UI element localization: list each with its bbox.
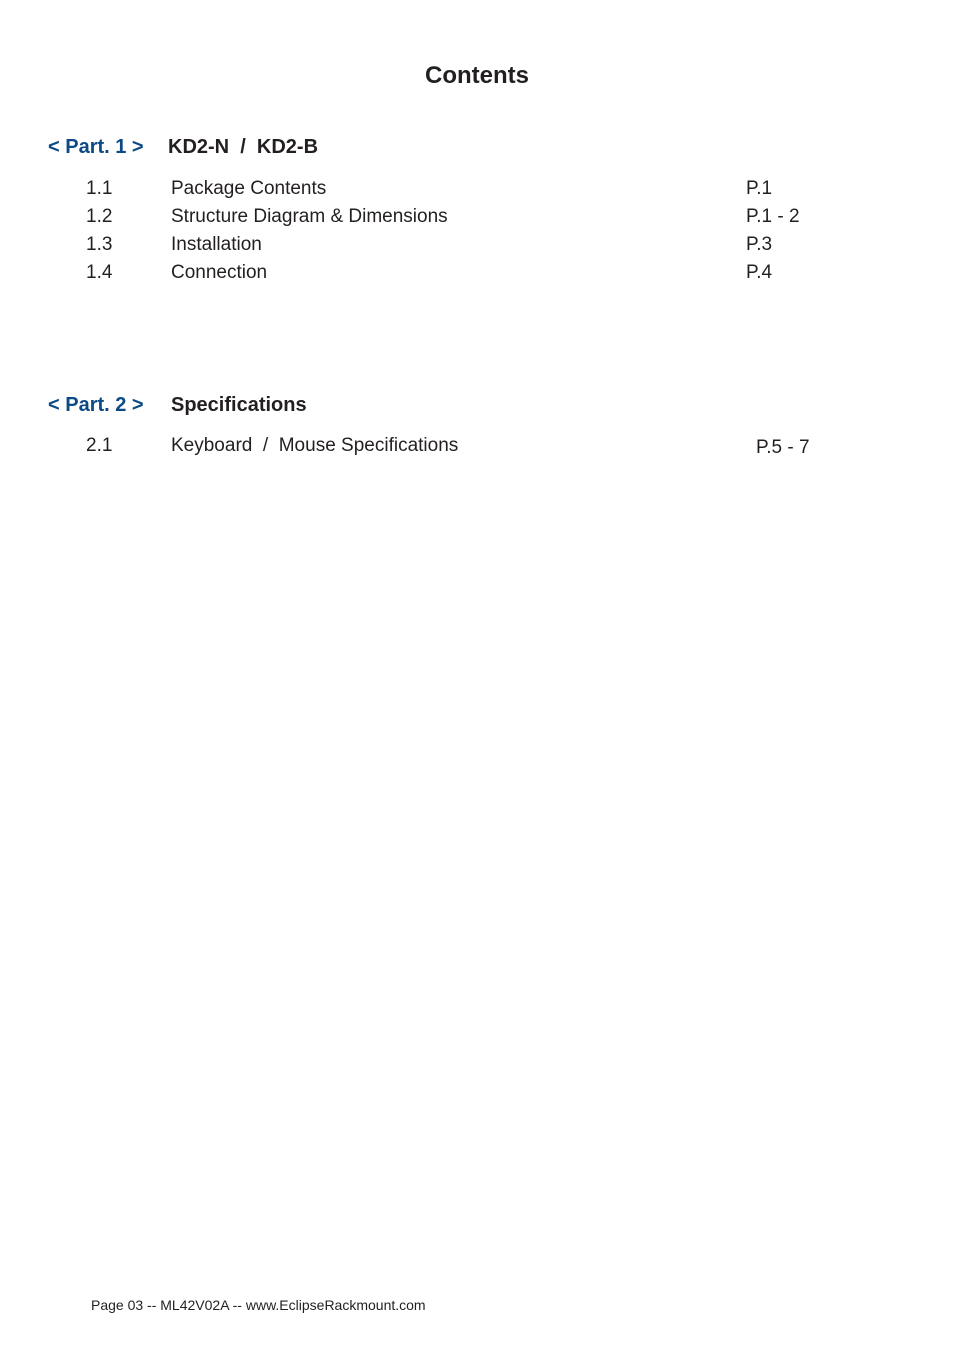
toc-entry-page: P.1 bbox=[746, 178, 773, 199]
toc-entry-number: 1.3 bbox=[86, 234, 113, 255]
page-footer: Page 03 -- ML42V02A -- www.EclipseRackmount.com bbox=[91, 1297, 426, 1313]
toc-entry-name: Connection bbox=[171, 262, 268, 283]
toc-entry-number: 1.4 bbox=[86, 262, 113, 283]
part-1-heading bbox=[48, 136, 319, 159]
toc-entry-number: 1.2 bbox=[86, 206, 113, 227]
toc-entry-page: P.4 bbox=[746, 262, 773, 283]
toc-entry-name: Structure Diagram & Dimensions bbox=[171, 206, 448, 227]
toc-entry-number: 1.1 bbox=[86, 178, 113, 199]
toc-entry-number: 2.1 bbox=[86, 435, 113, 456]
part-2-title: Specifications bbox=[171, 394, 307, 416]
toc-entry-page: P.1 - 2 bbox=[746, 206, 800, 227]
toc-entry-name: Package Contents bbox=[171, 178, 327, 199]
part-2-heading bbox=[48, 394, 307, 417]
page-title: Contents bbox=[425, 62, 529, 89]
part-1-tag: < Part. 1 > bbox=[48, 136, 144, 158]
toc-entry-page: P.3 bbox=[746, 234, 773, 255]
part-1-title: KD2-N / KD2-B bbox=[168, 136, 319, 158]
toc-entry-name: Installation bbox=[171, 234, 262, 255]
toc-entry-name: Keyboard / Mouse Specifications bbox=[171, 435, 459, 456]
toc-entry-page: P.5 - 7 bbox=[756, 437, 810, 458]
part-2-tag: < Part. 2 > bbox=[48, 394, 144, 416]
